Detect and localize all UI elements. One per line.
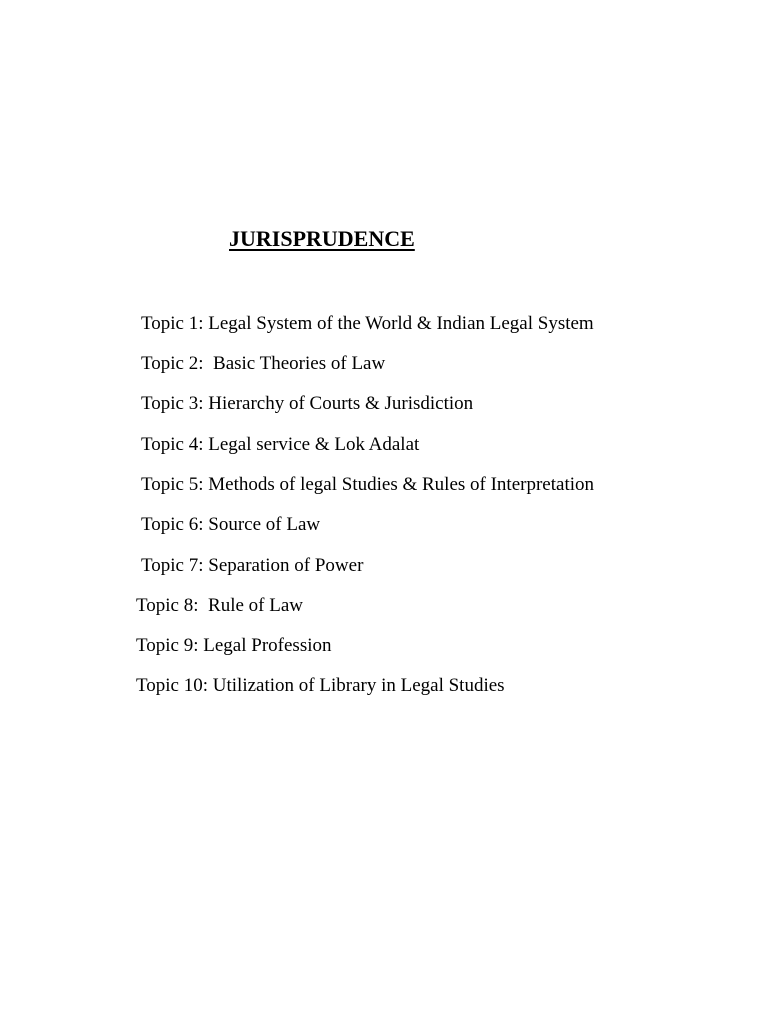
- topic-item: Topic 8: Rule of Law: [136, 595, 303, 616]
- topic-item: Topic 5: Methods of legal Studies & Rules of Interpretation: [141, 474, 595, 495]
- topic-item: Topic 3: Hierarchy of Courts & Jurisdiction: [141, 393, 474, 414]
- topic-item: Topic 7: Separation of Power: [141, 555, 364, 576]
- topic-item: Topic 9: Legal Profession: [136, 635, 332, 656]
- page-title: JURISPRUDENCE: [229, 226, 415, 251]
- topic-item: Topic 2: Basic Theories of Law: [141, 353, 386, 374]
- topic-item: Topic 10: Utilization of Library in Legal Studies: [136, 675, 505, 696]
- topic-item: Topic 6: Source of Law: [141, 514, 321, 535]
- topic-item: Topic 1: Legal System of the World & Indian Legal System: [141, 313, 594, 334]
- topic-item: Topic 4: Legal service & Lok Adalat: [141, 434, 420, 455]
